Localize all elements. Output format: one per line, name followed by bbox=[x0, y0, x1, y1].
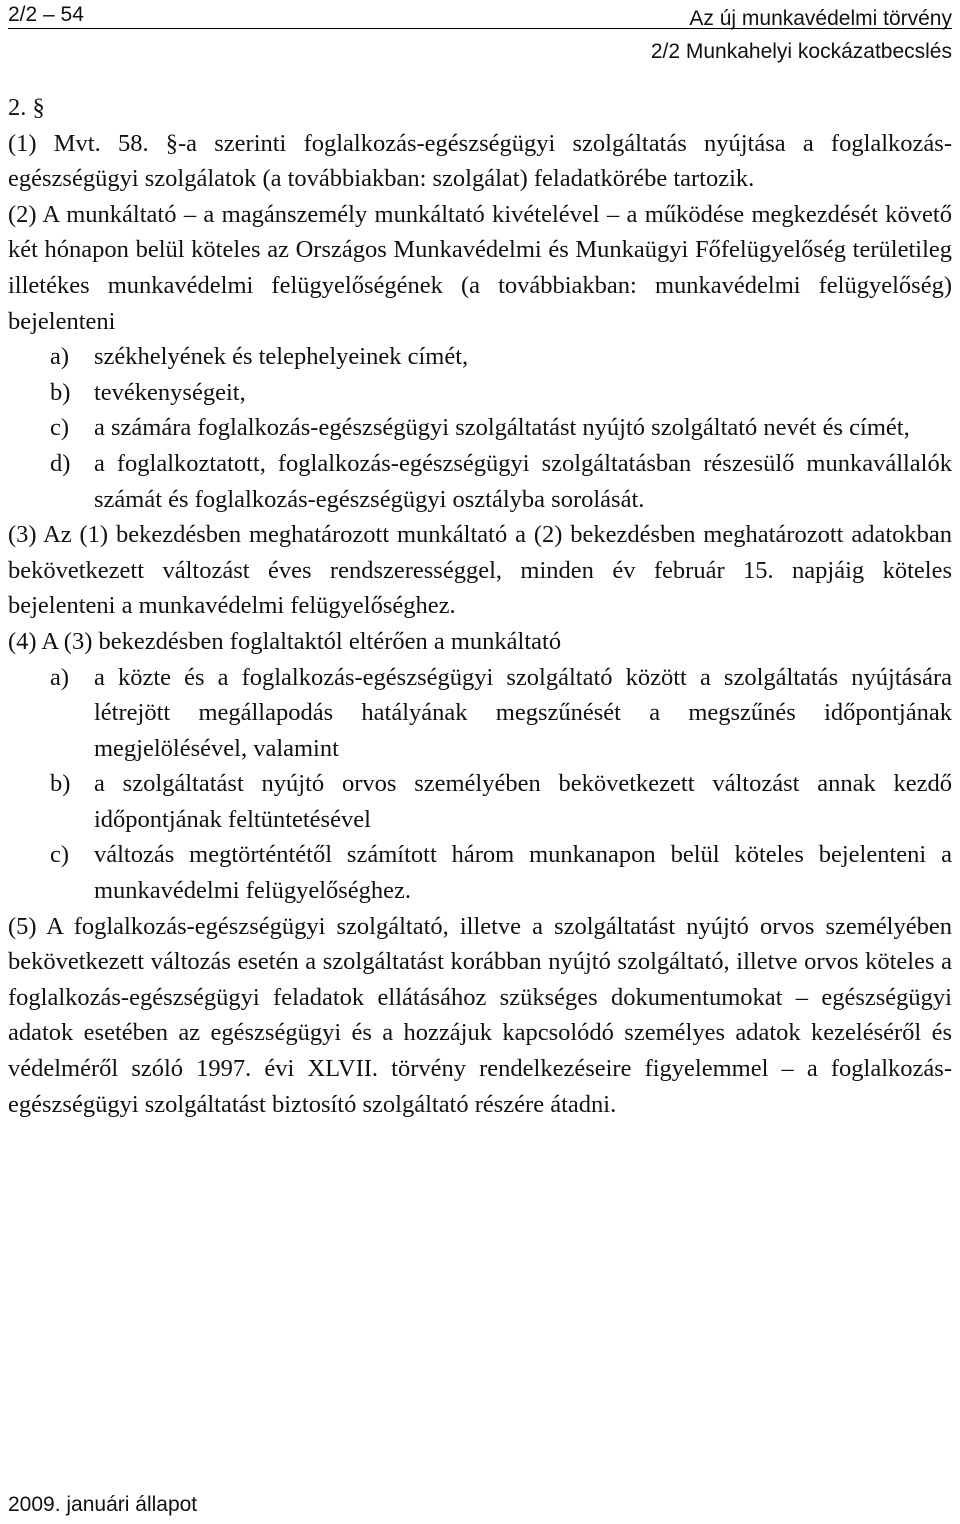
header-rule bbox=[8, 28, 952, 29]
paragraph-5: (5) A foglalkozás-egészségügyi szolgáltató, illetve a szolgáltatást nyújtó orvos személyében bekövetkezett változás esetén a szolgáltatást korábban nyújtó szolgáltató, illetve orvos köteles a foglalkozás-egészségügyi feladatok ellátásához szükséges dokumentumokat – egészségügyi adatok esetében az egészségügyi és a hozzájuk kapcsolódó személyes adatok kezeléséről és védelméről szóló 1997. évi XLVII. törvény rendelkezéseire figyelemmel – a foglalkozás-egészségügyi szolgáltatást biztosító szolgáltató részére átadni. bbox=[8, 912, 952, 1118]
paragraph-2-intro: (2) A munkáltató – a magánszemély munkáltató kivételével – a működése megkezdését követő két hónapon belül köteles az Országos Munkavédelmi és Munkaügyi Főfelügyelőség területileg illetékes munkavédelmi felügyelőségének (a továbbiakban: munkavédelmi felügyelőség) bejelenteni bbox=[8, 200, 952, 335]
page-number: 2/2 – 54 bbox=[8, 3, 84, 26]
list-item-label: b) bbox=[50, 378, 71, 406]
list-item-text: tevékenységeit, bbox=[94, 378, 246, 406]
paragraph-3: (3) Az (1) bekezdésben meghatározott munkáltató a (2) bekezdésben meghatározott adatokban bekövetkezett változást éves rendszerességgel, minden év február 15. napjáig köteles bejelenteni a munkavédelmi felügyelőséghez. bbox=[8, 521, 952, 620]
list-item bbox=[8, 660, 952, 767]
section-title: 2. § bbox=[8, 94, 45, 121]
list-item-text: változás megtörténtétől számított három munkanapon belül köteles bejelenteni a munkavédelmi felügyelőséghez. bbox=[94, 841, 952, 905]
paragraph-1: (1) Mvt. 58. §-a szerinti foglalkozás-egészségügyi szolgáltatás nyújtása a foglalkozás-egészségügyi szolgálatok (a továbbiakban: szolgálat) feladatkörébe tartozik. bbox=[8, 129, 952, 193]
list-item-label: d) bbox=[50, 449, 71, 477]
list-item-label: a) bbox=[50, 343, 70, 371]
list-item bbox=[8, 837, 952, 908]
running-header-title: Az új munkavédelmi törvény bbox=[689, 7, 952, 30]
footer-edition: 2009. januári állapot bbox=[8, 1493, 198, 1516]
list-item bbox=[8, 766, 952, 837]
list-item bbox=[8, 339, 952, 375]
list-item-text: a szolgáltatást nyújtó orvos személyében bekövetkezett változást annak kezdő időpontjának feltüntetésével bbox=[94, 770, 952, 833]
paragraph-4-intro: (4) A (3) bekezdésben foglaltaktól eltérően a munkáltató bbox=[8, 627, 562, 655]
list-item-label: c) bbox=[50, 841, 70, 869]
document-body bbox=[8, 90, 952, 1122]
list-item-label: b) bbox=[50, 770, 71, 798]
running-header-subtitle: 2/2 Munkahelyi kockázatbecslés bbox=[650, 40, 952, 63]
list-item-text: a számára foglalkozás-egészségügyi szolgáltatást nyújtó szolgáltató nevét és címét, bbox=[94, 414, 910, 442]
list-item-text: székhelyének és telephelyeinek címét, bbox=[94, 343, 469, 371]
list-item bbox=[8, 446, 952, 517]
list-item bbox=[8, 375, 952, 411]
list-item-label: c) bbox=[50, 414, 70, 442]
running-header bbox=[651, 2, 952, 68]
list-item-label: a) bbox=[50, 663, 70, 691]
list-item bbox=[8, 410, 952, 446]
list-item-text: a foglalkoztatott, foglalkozás-egészségügyi szolgáltatásban részesülő munkavállalók számát és foglalkozás-egészségügyi osztályba sorolását. bbox=[94, 449, 952, 513]
list-item-text: a közte és a foglalkozás-egészségügyi szolgáltató között a szolgáltatás nyújtására létrejött megállapodás hatályának megszűnését a megszűnés időpontjának megjelölésével, valamint bbox=[94, 663, 952, 762]
